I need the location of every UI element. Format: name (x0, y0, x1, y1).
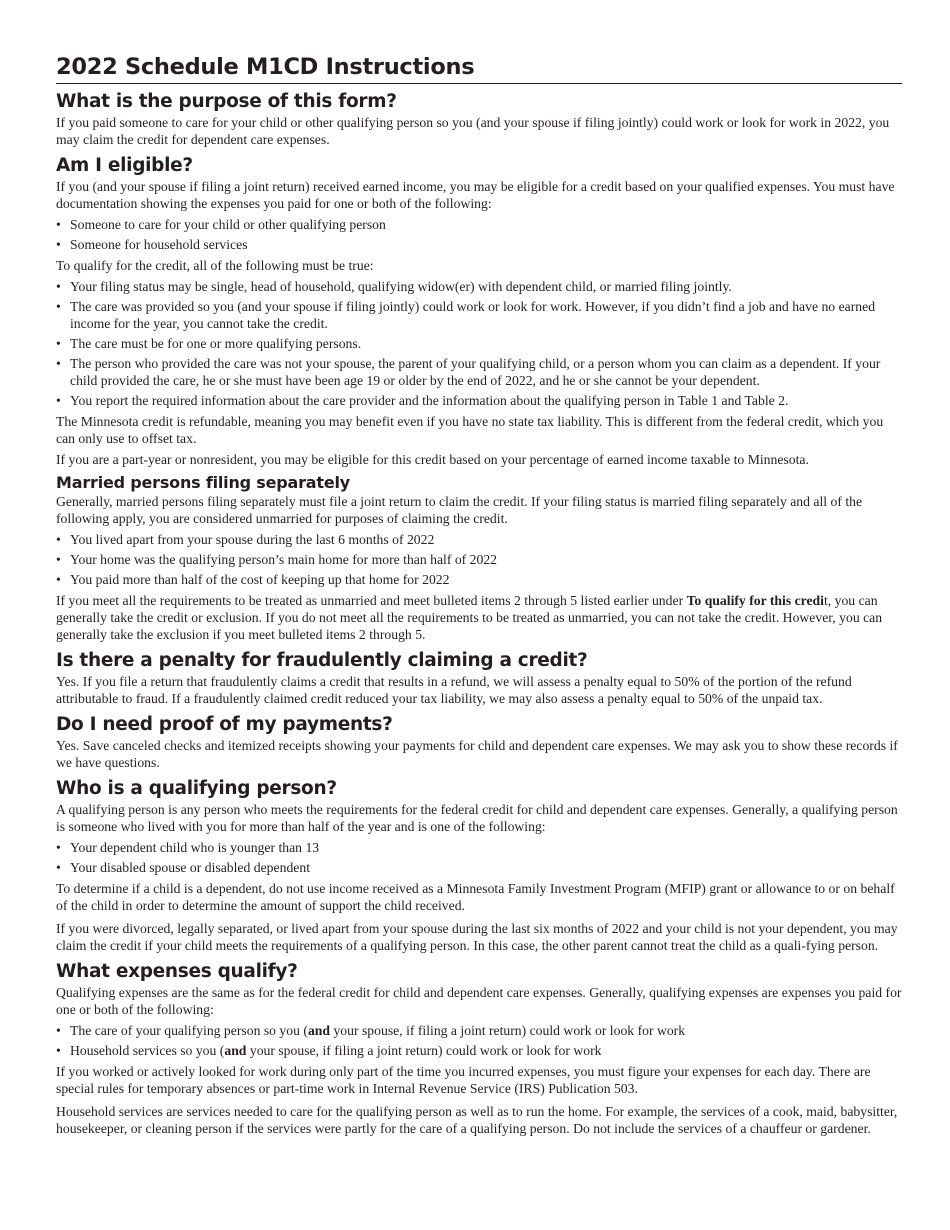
bold-text: To qualify for this credi (686, 593, 824, 608)
list-item: • Someone for household services (56, 236, 902, 253)
section-married (56, 473, 902, 643)
list-item: • The person who provided the care was not your spouse, the parent of your qualifying child, or a person whom you can claim as a dependent. If your child provided the care, he or she must have been age 19 or older by the end of 2022, and he or she cannot be your dependent. (56, 355, 902, 389)
section-qualifying (56, 777, 902, 954)
section-proof (56, 713, 902, 771)
paragraph: Yes. Save canceled checks and itemized receipts showing your payments for child and dependent care expenses. We may ask you to show these records if we have questions. (56, 738, 898, 770)
section-eligible (56, 154, 902, 468)
paragraph: Household services are services needed to care for the qualifying person as well as to run the home. For example, the services of a cook, maid, babysitter, housekeeper, or cleaning person if the services were partly for the care of a qualifying person. Do not include the services of a chauffeur or gardener. (56, 1104, 898, 1136)
list-item: • The care was provided so you (and your spouse if filing jointly) could work or look for work. However, if you didn’t find a job and have no earned income for the year, you cannot take the credit. (56, 298, 902, 332)
text-run: If you meet all the requirements to be treated as unmarried and meet bulleted items 2 through 5 listed earlier under (56, 593, 687, 608)
list-item: • Someone to care for your child or other qualifying person (56, 216, 902, 233)
list-item: • Your filing status may be single, head of household, qualifying widow(er) with dependent child, or married filing jointly. (56, 278, 902, 295)
list-item: • You paid more than half of the cost of keeping up that home for 2022 (56, 571, 902, 588)
bullet-list (56, 531, 902, 588)
document-title: 2022 Schedule M1CD Instructions (56, 52, 902, 84)
paragraph: If you (and your spouse if filing a joint return) received earned income, you may be eligible for a credit based on your qualified expenses. You must have documentation showing the expenses you paid for one or both of the following: (56, 179, 895, 211)
bullet-list (56, 1022, 902, 1059)
list-item: • You lived apart from your spouse during the last 6 months of 2022 (56, 531, 902, 548)
list-item: • You report the required information about the care provider and the information about the qualifying person in Table 1 and Table 2. (56, 392, 902, 409)
subsection-heading: Married persons filing separately (56, 473, 351, 492)
paragraph: If you paid someone to care for your child or other qualifying person so you (and your spouse if filing jointly) could work or look for work in 2022, you may claim the credit for dependent care expenses. (56, 115, 890, 147)
text-run: your spouse, if filing a joint return) could work or look for work (330, 1023, 686, 1038)
list-item (56, 1022, 902, 1039)
paragraph: If you are a part-year or nonresident, you may be eligible for this credit based on your percentage of earned income taxable to Minnesota. (56, 452, 809, 467)
section-heading: Who is a qualifying person? (56, 778, 337, 799)
text-run: t, you can generally take the credit or exclusion. If you do not meet all the requirements to be treated as unmarried, you can not take the credit. However, you can generally take the exclusion if you meet bulleted items 2 through 5. (56, 593, 883, 642)
list-item: • Your disabled spouse or disabled dependent (56, 859, 902, 876)
paragraph (56, 592, 902, 643)
section-heading: What is the purpose of this form? (56, 91, 397, 112)
section-heading: Do I need proof of my payments? (56, 714, 393, 735)
section-penalty (56, 649, 902, 707)
paragraph: To qualify for the credit, all of the following must be true: (56, 258, 374, 273)
text-run: your spouse, if filing a joint return) could work or look for work (246, 1043, 602, 1058)
paragraph: Generally, married persons filing separately must file a joint return to claim the credit. If your filing status is married filing separately and all of the following apply, you are considered unmarried for purposes of claiming the credit. (56, 494, 863, 526)
bullet-list (56, 216, 902, 253)
list-item: • Your home was the qualifying person’s main home for more than half of 2022 (56, 551, 902, 568)
paragraph: To determine if a child is a dependent, do not use income received as a Minnesota Family Investment Program (MFIP) grant or allowance to or on behalf of the child in order to determine the amount of support the child received. (56, 881, 895, 913)
paragraph: A qualifying person is any person who meets the requirements for the federal credit for child and dependent care expenses. Generally, a qualifying person is someone who lived with you for more than half of the year and is one of the following: (56, 802, 898, 834)
list-item (56, 1042, 902, 1059)
paragraph: The Minnesota credit is refundable, meaning you may benefit even if you have no state tax liability. This is different from the federal credit, which you can only use to offset tax. (56, 414, 884, 446)
paragraph: If you worked or actively looked for work during only part of the time you incurred expenses, you must figure your expenses for each day. There are special rules for temporary absences or part-time work in Internal Revenue Service (IRS) Publication 503. (56, 1064, 871, 1096)
bold-text: and (224, 1043, 247, 1058)
list-item: • The care must be for one or more qualifying persons. (56, 335, 902, 352)
section-heading: What expenses qualify? (56, 961, 298, 982)
list-item: • Your dependent child who is younger than 13 (56, 839, 902, 856)
section-purpose (56, 90, 902, 148)
section-heading: Is there a penalty for fraudulently claiming a credit? (56, 650, 588, 671)
text-run: Household services so you ( (70, 1043, 225, 1058)
bold-text: and (307, 1023, 331, 1038)
paragraph: If you were divorced, legally separated, or lived apart from your spouse during the last six months of 2022 and your child is not your dependent, you may claim the credit if your child meets the requirements of a qualifying person. In this case, the other parent cannot treat the child as a quali-fying person. (56, 921, 898, 953)
bullet-list (56, 278, 902, 409)
paragraph: Yes. If you file a return that fraudulently claims a credit that results in a refund, we will assess a penalty equal to 50% of the portion of the refund attributable to fraud. If a fraudulently claimed credit reduced your tax liability, we may also assess a penalty equal to 50% of the unpaid tax. (56, 674, 852, 706)
section-expenses (56, 960, 902, 1137)
bullet-list (56, 839, 902, 876)
paragraph: Qualifying expenses are the same as for the federal credit for child and dependent care expenses. Generally, qualifying expenses are expenses you paid for one or both of the following: (56, 985, 902, 1017)
section-heading: Am I eligible? (56, 155, 193, 176)
text-run: The care of your qualifying person so you ( (70, 1023, 308, 1038)
